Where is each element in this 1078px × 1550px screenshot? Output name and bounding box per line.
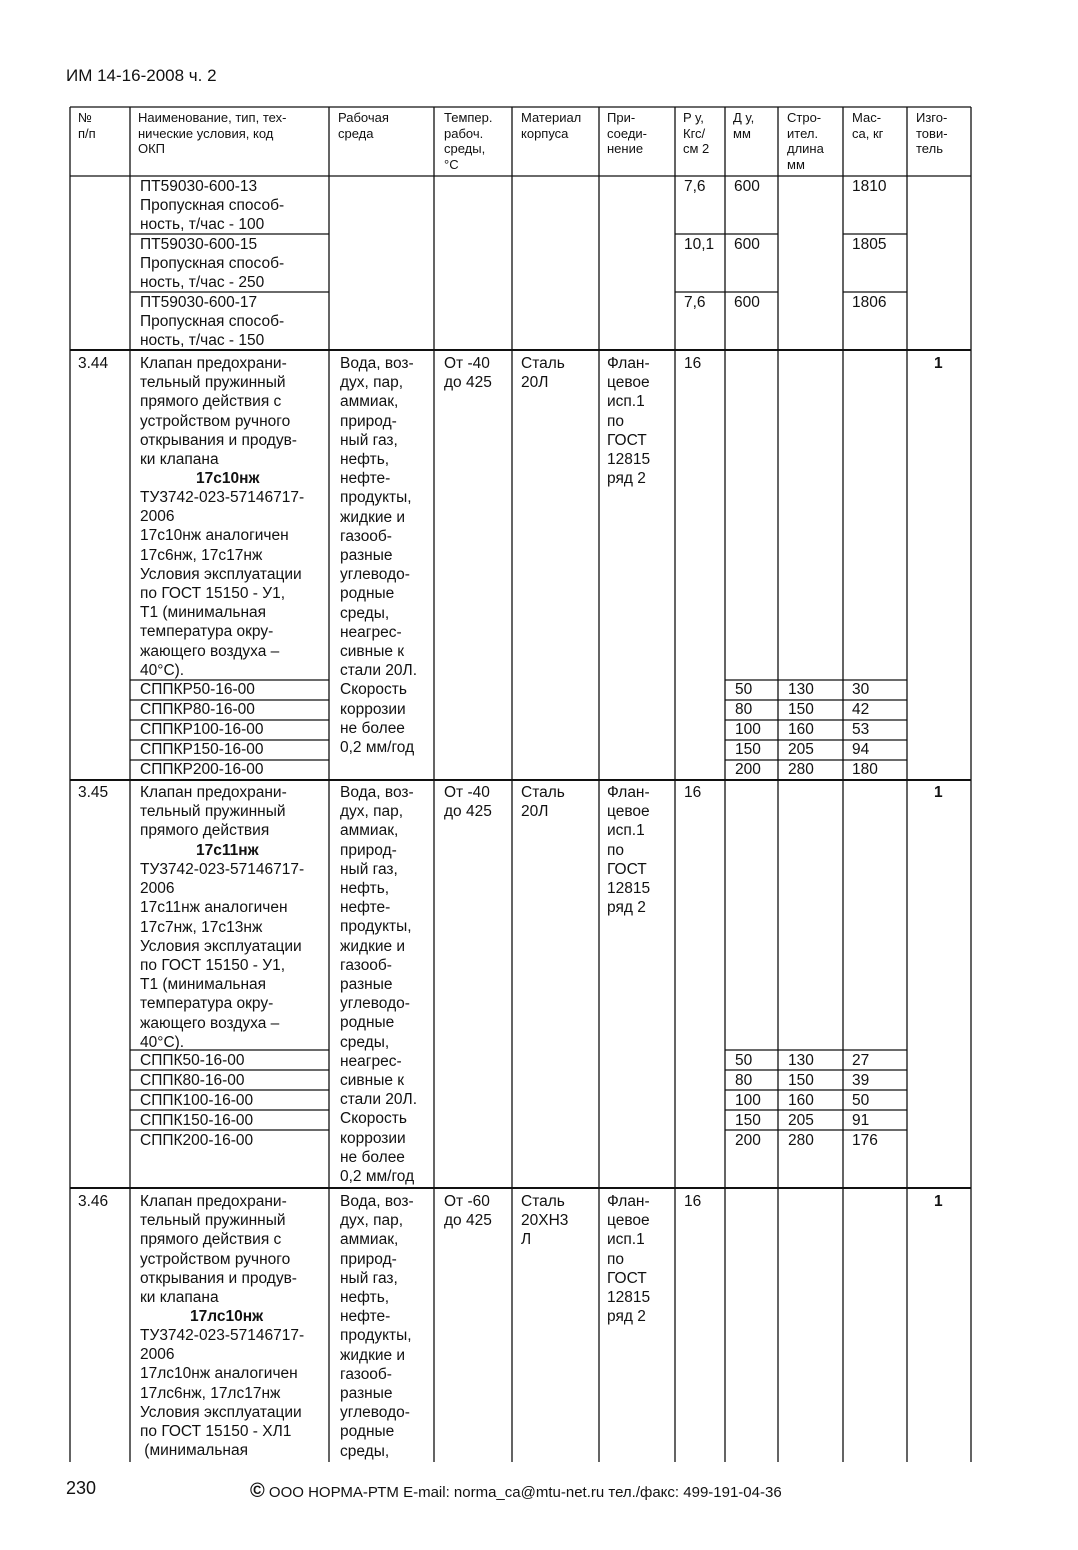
item-connection: Флан- цевое исп.1 по ГОСТ 12815 ряд 2 <box>607 784 651 917</box>
table-row: СППК100-16-00 <box>140 1092 254 1109</box>
item-pressure: 16 <box>684 1193 702 1210</box>
col-header-pressure: P у, Кгс/ см 2 <box>683 110 710 156</box>
item-model: 17лс10нж <box>190 1308 264 1325</box>
table-cell-diameter: 50 <box>735 1052 753 1069</box>
table-cell-diameter: 50 <box>735 681 753 698</box>
table-row: СППКР50-16-00 <box>140 681 255 698</box>
col-header-length: Стро- ител. длина мм <box>787 110 824 172</box>
item-description: Клапан предохрани- тельный пружинный прямого действия с устройством ручного открывания и продув- ки клапана <box>140 1193 297 1307</box>
table-cell-length: 160 <box>788 721 814 738</box>
table-cell-diameter: 100 <box>735 1092 761 1109</box>
table-row: СППК150-16-00 <box>140 1112 254 1129</box>
item-model: 17с10нж <box>196 470 260 487</box>
item-number: 3.44 <box>78 355 109 372</box>
table-cell-length: 205 <box>788 1112 814 1129</box>
col-header-name: Наименование, тип, тех- нические условия, код ОКП <box>138 110 287 156</box>
item-description: Клапан предохрани- тельный пружинный прямого действия <box>140 784 287 840</box>
table-cell-mass: 94 <box>852 741 870 758</box>
table-cell-diameter: 80 <box>735 1072 753 1089</box>
item-number: 3.45 <box>78 784 109 801</box>
col-header-material: Материал корпуса <box>521 110 582 141</box>
item-temperature: От -60 до 425 <box>444 1193 492 1230</box>
col-header-diameter: Д у, мм <box>733 110 755 141</box>
table-row: СППКР200-16-00 <box>140 761 264 778</box>
footer-info <box>250 1480 782 1503</box>
item-pressure: 16 <box>684 784 702 801</box>
table-cell-length: 205 <box>788 741 814 758</box>
item-material: Сталь 20ХН3 Л <box>521 1193 569 1249</box>
table-row: СППК200-16-00 <box>140 1132 254 1149</box>
page-number: 230 <box>66 1478 97 1498</box>
table-cell-length: 280 <box>788 1132 814 1149</box>
table-cell-name: ПТ59030-600-13 Пропускная способ- ность, т/час - 100 <box>140 178 285 234</box>
table-cell-length: 150 <box>788 1072 814 1089</box>
item-description: Клапан предохрани- тельный пружинный прямого действия с устройством ручного открывания и продув- ки клапана <box>140 355 297 469</box>
item-pressure: 16 <box>684 355 702 372</box>
table-cell-diameter: 150 <box>735 741 761 758</box>
table-cell-diameter: 600 <box>734 236 760 253</box>
item-temperature: От -40 до 425 <box>444 355 492 392</box>
table-row: СППК80-16-00 <box>140 1072 245 1089</box>
table-cell-name: ПТ59030-600-17 Пропускная способ- ность, т/час - 150 <box>140 294 285 350</box>
table-cell-diameter: 150 <box>735 1112 761 1129</box>
table-cell-pressure: 7,6 <box>684 294 706 311</box>
item-description-cont: ТУ3742-023-57146717- 2006 17с11нж аналогичен 17с7нж, 17с13нж Условия эксплуатации по ГОСТ 15150 - У1, Т1 (минимальная температура окру- жающего воздуха – 40°С). <box>140 861 305 1051</box>
item-medium: Вода, воз- дух, пар, аммиак, природ- ный газ, нефть, нефте- продукты, жидкие и газооб- разные углеводо- родные среды, неагрес- сивные к стали 20Л. Скорость коррозии не более 0,2 мм/год <box>340 784 418 1186</box>
table-cell-diameter: 200 <box>735 761 761 778</box>
footer-text: ООО НОРМА-РТМ E-mail: norma_ca@mtu-net.ru тел./факс: 499-191-04-36 <box>268 1484 782 1501</box>
table-row: СППКР150-16-00 <box>140 741 264 758</box>
table-cell-name: ПТ59030-600-15 Пропускная способ- ность, т/час - 250 <box>140 236 285 292</box>
item-medium: Вода, воз- дух, пар, аммиак, природ- ный газ, нефть, нефте- продукты, жидкие и газооб- разные углеводо- родные среды, <box>340 1193 414 1460</box>
table-cell-diameter: 600 <box>734 294 760 311</box>
table-row: СППК50-16-00 <box>140 1052 245 1069</box>
table-cell-mass: 27 <box>852 1052 870 1069</box>
copyright-icon: © <box>250 1480 265 1502</box>
table-row: СППКР100-16-00 <box>140 721 264 738</box>
table-cell-mass: 53 <box>852 721 870 738</box>
table-cell-mass: 1805 <box>852 236 887 253</box>
table-cell-mass: 1810 <box>852 178 887 195</box>
document-header: ИМ 14-16-2008 ч. 2 <box>66 66 217 85</box>
table-cell-pressure: 7,6 <box>684 178 706 195</box>
col-header-maker: Изго- тови- тель <box>916 110 948 156</box>
table-cell-mass: 42 <box>852 701 870 718</box>
table-cell-mass: 1806 <box>852 294 887 311</box>
item-material: Сталь 20Л <box>521 784 565 821</box>
table-cell-length: 280 <box>788 761 814 778</box>
table-cell-diameter: 600 <box>734 178 760 195</box>
item-connection: Флан- цевое исп.1 по ГОСТ 12815 ряд 2 <box>607 1193 651 1326</box>
col-header-temp: Темпер. рабоч. среды, °С <box>444 110 493 172</box>
table-cell-mass: 91 <box>852 1112 870 1129</box>
item-material: Сталь 20Л <box>521 355 565 392</box>
item-temperature: От -40 до 425 <box>444 784 492 821</box>
table-cell-length: 130 <box>788 681 814 698</box>
table-cell-diameter: 80 <box>735 701 753 718</box>
table-cell-mass: 50 <box>852 1092 870 1109</box>
item-description-cont: ТУ3742-023-57146717- 2006 17с10нж аналогичен 17с6нж, 17с17нж Условия эксплуатации по ГОСТ 15150 - У1, Т1 (минимальная температура окру- жающего воздуха – 40°С). <box>140 489 305 679</box>
table-cell-length: 160 <box>788 1092 814 1109</box>
table-cell-length: 130 <box>788 1052 814 1069</box>
table-cell-diameter: 200 <box>735 1132 761 1149</box>
item-maker: 1 <box>934 1193 943 1210</box>
table-cell-mass: 176 <box>852 1132 878 1149</box>
table-cell-length: 150 <box>788 701 814 718</box>
item-connection: Флан- цевое исп.1 по ГОСТ 12815 ряд 2 <box>607 355 651 488</box>
col-header-mass: Мас- са, кг <box>852 110 884 141</box>
col-header-medium: Рабочая среда <box>338 110 389 141</box>
col-header-connection: При- соеди- нение <box>607 110 647 156</box>
table-cell-mass: 30 <box>852 681 870 698</box>
item-maker: 1 <box>934 784 943 801</box>
col-header-num: № п/п <box>78 110 96 141</box>
item-model: 17с11нж <box>196 842 259 859</box>
table-cell-mass: 39 <box>852 1072 870 1089</box>
item-number: 3.46 <box>78 1193 109 1210</box>
item-medium: Вода, воз- дух, пар, аммиак, природ- ный газ, нефть, нефте- продукты, жидкие и газооб- разные углеводо- родные среды, неагрес- сивные к стали 20Л. Скорость коррозии не более 0,2 мм/год <box>340 355 418 757</box>
table-row: СППКР80-16-00 <box>140 701 255 718</box>
table-cell-diameter: 100 <box>735 721 761 738</box>
item-description-cont: ТУ3742-023-57146717- 2006 17лс10нж аналогичен 17лс6нж, 17лс17нж Условия эксплуатации по ГОСТ 15150 - ХЛ1 (минимальная <box>140 1327 305 1460</box>
item-maker: 1 <box>934 355 943 372</box>
table-cell-pressure: 10,1 <box>684 236 715 253</box>
table-cell-mass: 180 <box>852 761 878 778</box>
